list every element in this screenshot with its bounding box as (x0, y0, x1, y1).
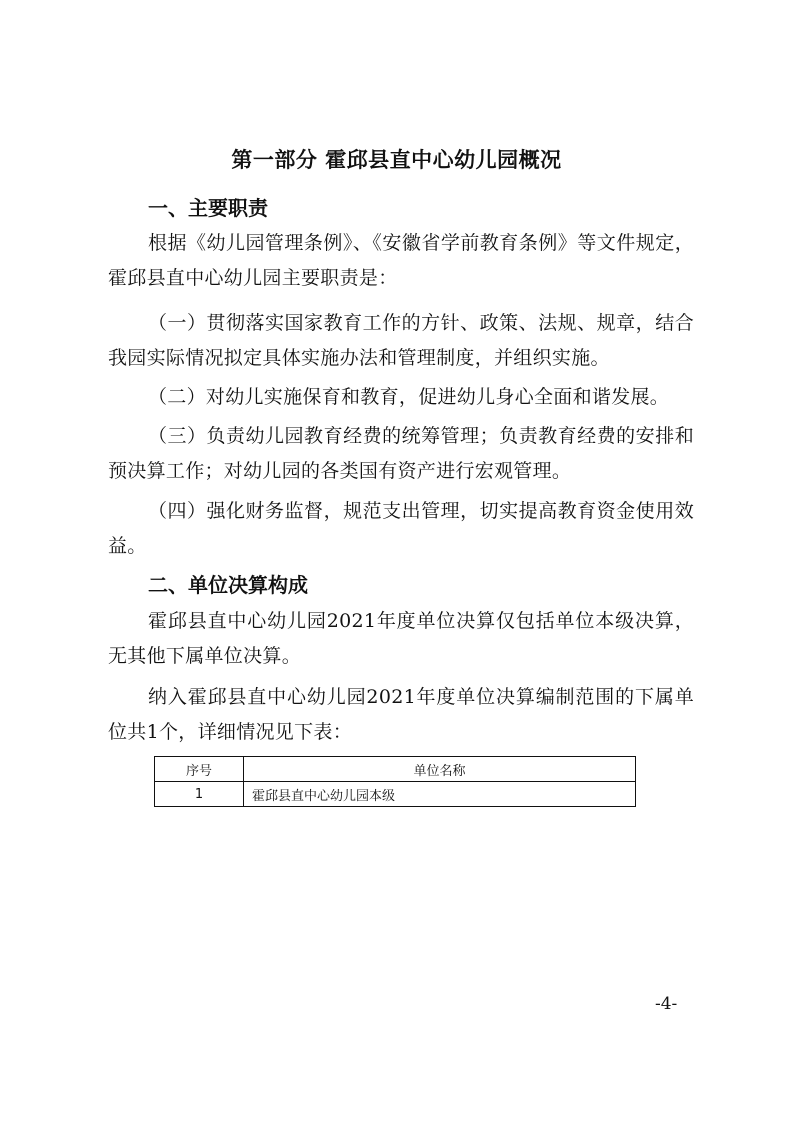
duty-item-1: （一）贯彻落实国家教育工作的方针、政策、法规、规章，结合我园实际情况拟定具体实施办法和管理制度，并组织实施。 (108, 312, 694, 369)
table-header-row (155, 757, 636, 782)
section-heading-main-duties: 一、主要职责 (148, 196, 268, 220)
duty-item-2: （二）对幼儿实施保育和教育，促进幼儿身心全面和谐发展。 (148, 386, 670, 408)
page-title: 第一部分 霍邱县直中心幼儿园概况 (231, 148, 562, 172)
unit-table (154, 756, 636, 807)
section-heading-unit-composition: 二、单位决算构成 (148, 573, 308, 597)
duty-item-3: （三）负责幼儿园教育经费的统筹管理；负责教育经费的安排和预决算工作；对幼儿园的各类国有资产进行宏观管理。 (108, 425, 694, 482)
page-number: -4- (655, 994, 678, 1014)
table-row (155, 782, 636, 807)
composition-paragraph-1: 霍邱县直中心幼儿园2021年度单位决算仅包括单位本级决算，无其他下属单位决算。 (108, 610, 694, 667)
duty-item-4: （四）强化财务监督，规范支出管理，切实提高教育资金使用效益。 (108, 500, 694, 557)
table-cell-unit-name: 霍邱县直中心幼儿园本级 (244, 782, 636, 807)
column-header-unit-name: 单位名称 (244, 757, 636, 782)
duties-intro-paragraph: 根据《幼儿园管理条例》、《安徽省学前教育条例》等文件规定，霍邱县直中心幼儿园主要职责是： (108, 232, 694, 289)
table-cell-seq: 1 (155, 782, 244, 807)
composition-paragraph-2: 纳入霍邱县直中心幼儿园2021年度单位决算编制范围的下属单位共1个，详细情况见下表： (108, 686, 694, 743)
column-header-seq: 序号 (155, 757, 244, 782)
